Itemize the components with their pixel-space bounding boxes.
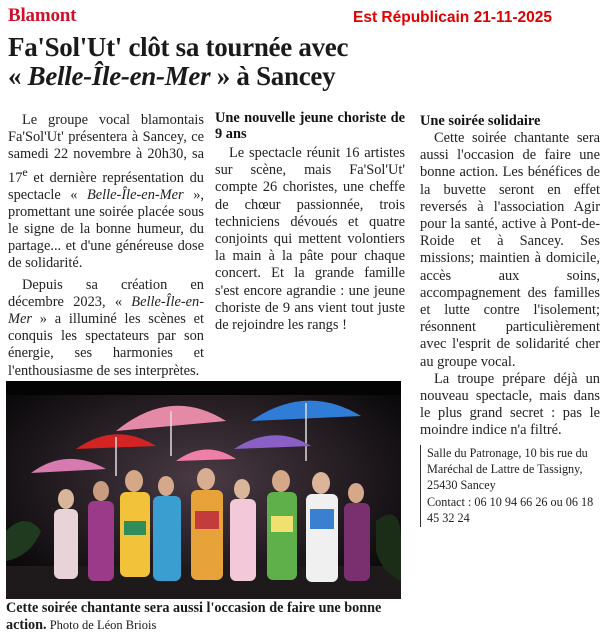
text-run: », promettant une soirée placée sous le signe de la bonne humeur, du partage... et d'une généreuse dose de solidarité.	[8, 186, 204, 272]
paragraph	[8, 277, 204, 380]
text-run: et dernière représentation du spectacle «	[8, 169, 204, 203]
superscript: e	[22, 164, 28, 179]
paragraph: Le spectacle réunit 16 artistes sur scène, mais Fa'Sol'Ut' compte 26 choristes, une cheffe de chœur passionnée, trois techniciens dévoués et quatre conjoints qui mettent volontiers la main à la pâte pour chaque concert. Et la grande famille s'est encore agrandie : une jeune choriste de 9 ans vient tout juste de rejoindre les rangs !	[215, 145, 405, 334]
text-run: » a illuminé les scènes et conquis les spectateurs par son énergie, ses harmonies et l'enthousiasme de ses interprètes.	[8, 311, 204, 379]
headline-quote-close: » à Sancey	[210, 61, 336, 91]
contact-phone: Contact : 06 10 94 66 26 ou 06 18 45 32 24	[427, 494, 594, 526]
concert-photo	[6, 381, 401, 599]
source-label: Est Républicain 21-11-2025	[353, 9, 553, 26]
article-column-1	[8, 112, 204, 380]
subheading: Une soirée solidaire	[420, 113, 541, 129]
paragraph	[8, 112, 204, 273]
paragraph: La troupe prépare déjà un nouveau spectacle, mais dans le plus grand secret : pas le moindre indice n'a filtré.	[420, 370, 600, 439]
venue-address: Salle du Patronage, 10 bis rue du Maréchal de Lattre de Tassigny, 25430 Sancey	[427, 445, 588, 493]
headline-line-1: Fa'Sol'Ut' clôt sa tournée avec	[8, 32, 349, 62]
article-column-3	[420, 113, 600, 527]
practical-info-box	[420, 445, 600, 527]
article-column-2	[215, 110, 405, 334]
headline-line-2	[8, 62, 403, 91]
text-run: Le groupe vocal blamontais Fa'Sol'Ut' présentera à Sancey, ce samedi 22 novembre à 20h30, sa 17	[8, 112, 204, 186]
headline-quote-open: «	[8, 61, 28, 91]
text-run: Depuis sa création en décembre 2023, «	[8, 276, 204, 310]
headline	[8, 33, 403, 91]
subheading: Une nouvelle jeune choriste de 9 ans	[215, 110, 405, 142]
caption-bold: Cette soirée chantante sera aussi l'occasion de faire une bonne action.	[6, 600, 382, 633]
paragraph: Cette soirée chantante sera aussi l'occasion de faire une bonne action. Les bénéfices de la buvette seront en effet reversés à l'association Agir pour la santé, active à Pont-de-Roide et à Sancey. Ses missions; maintien à domicile, accès aux soins, accompagnement des familles et lutte contre l'isolement; résonnent particulièrement avec l'esprit de solidarité cher au groupe vocal.	[420, 130, 600, 370]
show-title: Belle-Île-en-Mer	[86, 186, 184, 203]
singers	[54, 468, 370, 582]
stage-illustration	[6, 381, 401, 599]
photo-caption	[6, 600, 401, 634]
photo-credit: Photo de Léon Briois	[46, 618, 157, 632]
kicker-town: Blamont	[8, 5, 77, 26]
show-title: Belle-Île-en-Mer	[8, 293, 204, 328]
headline-show-title: Belle-Île-en-Mer	[27, 61, 211, 91]
